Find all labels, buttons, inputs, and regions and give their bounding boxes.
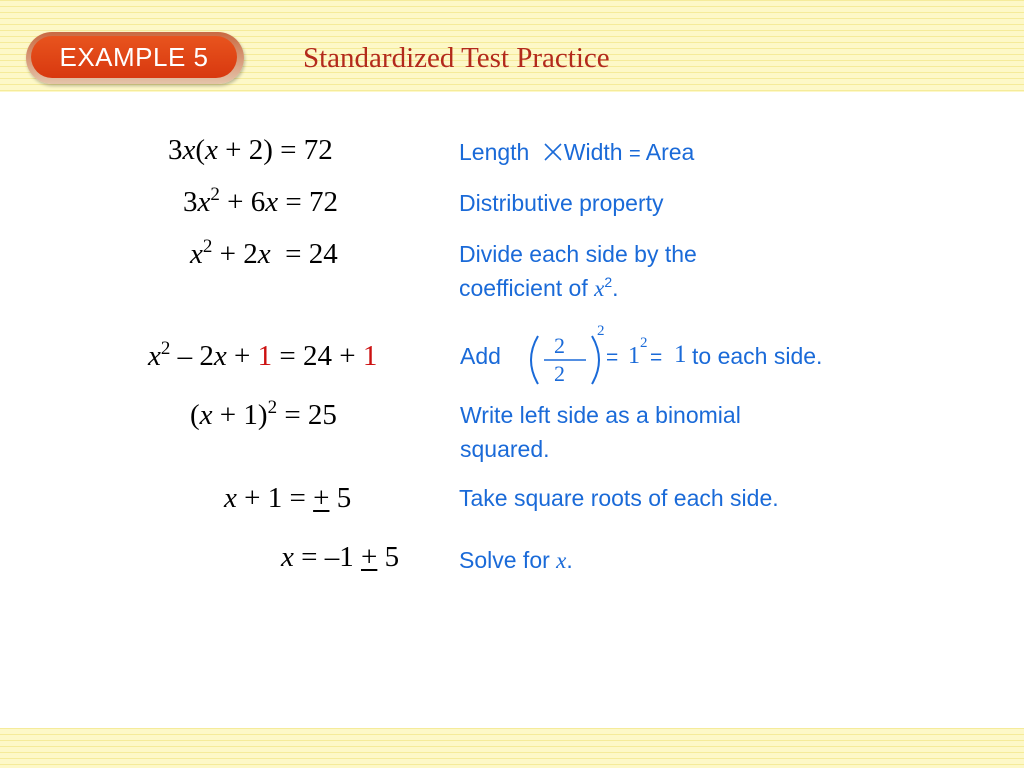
note-step-5-line-2: squared. bbox=[460, 436, 550, 462]
note-step-4-suffix: to each side. bbox=[692, 343, 823, 369]
equation-step-4: $x^2 - 2x + 1 = 24 + 1$ bbox=[148, 338, 378, 372]
equation-step-7: x = –1 + 5 bbox=[281, 541, 400, 573]
equation-step-1: 3x(x + 2) = 72 bbox=[168, 134, 333, 166]
times-icon bbox=[542, 141, 564, 163]
example-badge bbox=[26, 32, 244, 84]
example-badge-label: EXAMPLE 5 bbox=[31, 36, 237, 78]
note-step-3-line-1: Divide each side by the bbox=[459, 241, 697, 267]
note-solve-for: Solve for bbox=[459, 547, 550, 573]
equals-sign-1: = bbox=[606, 346, 619, 369]
result-value: 1 bbox=[674, 341, 687, 368]
equation-step-5: $(x + 1)^2 = 25$ bbox=[190, 397, 337, 431]
bottom-ruled-band bbox=[0, 728, 1024, 768]
result-exponent: 2 bbox=[640, 335, 648, 351]
result-base: 1 bbox=[628, 343, 640, 369]
note-step-7: Solve for x. bbox=[459, 547, 573, 573]
equation-step-3: $x^2 + 2x = 24$ bbox=[190, 236, 338, 270]
note-width: Width bbox=[563, 139, 623, 165]
equals-sign-2: = bbox=[650, 346, 663, 369]
note-step-5-line-1: Write left side as a binomial bbox=[460, 402, 741, 428]
note-length: Length bbox=[459, 139, 530, 165]
fraction-denominator: 2 bbox=[554, 361, 565, 386]
note-step-1 bbox=[459, 135, 694, 171]
note-step-3-line-2: coefficient of $x^2$. bbox=[459, 274, 619, 301]
note-step-4-add: Add bbox=[460, 343, 501, 369]
equation-step-6: x + 1 = + 5 bbox=[224, 482, 352, 514]
note-coefficient-of: coefficient of bbox=[459, 275, 588, 301]
note-step-6: Take square roots of each side. bbox=[459, 485, 779, 511]
slide-title: Standardized Test Practice bbox=[303, 42, 610, 74]
equation-step-2: $3x^2 + 6x = 72$ bbox=[183, 184, 338, 218]
fraction-numerator: 2 bbox=[554, 333, 565, 358]
fraction-exponent: 2 bbox=[597, 323, 605, 339]
note-step-2: Distributive property bbox=[459, 190, 664, 216]
note-equals: = bbox=[628, 143, 641, 165]
note-area: Area bbox=[645, 139, 695, 165]
